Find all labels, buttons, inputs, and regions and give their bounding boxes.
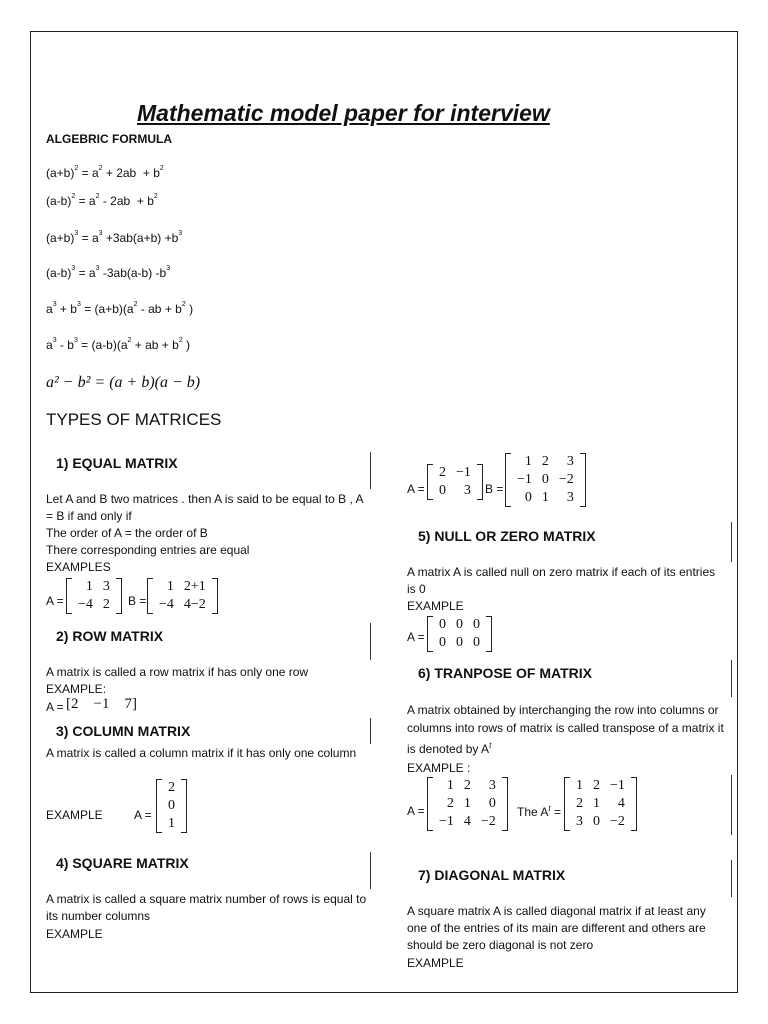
equal-text: Let A and B two matrices . then A is said to be equal to B , A = B if and only if [46, 492, 363, 523]
matrix-cell: 2 [439, 465, 446, 480]
matrix-cell: 1 [524, 454, 532, 469]
matrix-bracket-right [486, 616, 492, 652]
matrix-cell: 0 [488, 796, 496, 811]
page-title: Mathematic model paper for interview [137, 100, 550, 126]
transpose-matrix-t [564, 777, 637, 831]
matrix-cell: 2+1 [183, 579, 206, 594]
null-text: A matrix A is called null on zero matrix if each of its entries is 0 [407, 565, 716, 596]
column-heading: 3) COLUMN MATRIX [56, 723, 191, 739]
divider [731, 775, 732, 835]
matrix-bracket-left [427, 777, 433, 831]
row-matrix: [2 −1 7] [66, 696, 137, 712]
transpose-the-a-label: The $A^t$ = [517, 804, 561, 819]
matrix-cell: 0 [593, 814, 600, 829]
formula-cube-diff: $(a-b)^3 = a^3$ -3ab(a-b) $-b^3$ [46, 265, 171, 280]
matrix-cell: −2 [610, 814, 625, 829]
equal-matrix-a [66, 578, 122, 614]
matrix-cell: 0 [524, 490, 532, 505]
matrix-cell: 0 [456, 617, 463, 632]
null-example: EXAMPLE [407, 599, 464, 613]
matrix-cell: 1 [168, 816, 175, 831]
equal-line1: The order of A = the order of B [46, 526, 208, 540]
equal-a-label: A = [46, 594, 64, 608]
matrix-cell: −1 [439, 814, 454, 829]
formula-cube-sum: $(a+b)^3 = a^3 +3ab(a+b) +b^3$ [46, 230, 183, 245]
matrix-cell: 1 [463, 796, 471, 811]
equal-line2: There corresponding entries are equal [46, 543, 250, 557]
matrix-bracket-right [502, 777, 508, 831]
matrix-cell: 0 [439, 635, 446, 650]
matrix-cell: 3 [576, 814, 583, 829]
row-heading: 2) ROW MATRIX [56, 628, 164, 644]
divider [731, 522, 732, 562]
matrix-cell: −2 [558, 472, 574, 487]
square-example-a-label: A = [407, 482, 425, 496]
column-a-label: A = [134, 808, 152, 822]
matrix-cell: 2 [102, 597, 110, 612]
equal-b-label: B = [128, 594, 147, 608]
matrix-cell: 2 [576, 796, 583, 811]
matrix-cell: 3 [102, 579, 110, 594]
matrix-bracket-right [212, 578, 218, 614]
types-heading: TYPES OF MATRICES [46, 410, 222, 429]
formula-square-sum: $(a+b)^2 = a^2 + 2ab + b^2$ [46, 165, 164, 180]
matrix-cell: 4−2 [183, 597, 206, 612]
null-a-label: A = [407, 630, 425, 644]
matrix-bracket-left [427, 464, 433, 500]
algebra-heading: ALGEBRIC FORMULA [46, 132, 172, 146]
matrix-cell: 0 [473, 617, 480, 632]
matrix-cell: −1 [610, 778, 625, 793]
matrix-cell: 3 [488, 778, 496, 793]
matrix-cell: −2 [480, 814, 496, 829]
divider [370, 852, 371, 889]
formula-square-diff: $(a-b)^2 = a^2 - 2ab + b^2$ [46, 193, 158, 208]
diagonal-text: A square matrix A is called diagonal matrix if at least any one of the entries of its main are different and others are should be zero diagonal is not zero [407, 904, 706, 952]
formula-diff-of-cubes: $a^3 - b^3 = (a-b)(a^2$ + ab + $b^2$ ) [46, 337, 191, 352]
formula-diff-of-squares: a² − b² = (a + b)(a − b) [46, 374, 201, 391]
matrix-cell: 0 [541, 472, 549, 487]
matrix-bracket-right [580, 453, 586, 507]
square-example-matrix-b [505, 453, 586, 507]
equal-matrix-b [147, 578, 218, 614]
matrix-bracket-left [147, 578, 153, 614]
matrix-bracket-right [631, 777, 637, 831]
matrix-bracket-left [427, 616, 433, 652]
divider [370, 718, 371, 744]
matrix-cell: −1 [517, 472, 532, 487]
square-example: EXAMPLE [46, 927, 103, 941]
matrix-bracket-right [116, 578, 122, 614]
row-example: EXAMPLE: [46, 682, 107, 696]
matrix-cell: 0 [168, 798, 175, 813]
square-example-matrix-a [427, 464, 483, 500]
transpose-a-label: A = [407, 804, 425, 818]
transpose-text: A matrix obtained by interchanging the row into columns or columns into rows of matrix is called transpose of a matrix it is denoted by $A^t$ [407, 703, 724, 756]
matrix-cell: 4 [463, 814, 471, 829]
matrix-cell: −1 [456, 465, 471, 480]
matrix-bracket-left [564, 777, 570, 831]
matrix-cell: 2 [463, 778, 471, 793]
row-text: A matrix is called a row matrix if has only one row [46, 665, 309, 679]
row-a-label: A = [46, 700, 64, 714]
diagonal-example: EXAMPLE [407, 956, 464, 970]
matrix-cell: 3 [566, 454, 574, 469]
matrix-cell: 2 [541, 454, 549, 469]
transpose-heading: 6) TRANPOSE OF MATRIX [418, 665, 592, 681]
matrix-cell: 3 [463, 483, 471, 498]
column-example: EXAMPLE [46, 808, 103, 822]
equal-examples: EXAMPLES [46, 560, 111, 574]
divider [731, 860, 732, 897]
transpose-matrix-a [427, 777, 508, 831]
matrix-cell: 0 [439, 483, 446, 498]
matrix-cell: −4 [159, 597, 174, 612]
matrix-cell: 3 [566, 490, 574, 505]
square-heading: 4) SQUARE MATRIX [56, 855, 189, 871]
matrix-cell: 1 [166, 579, 174, 594]
equal-heading: 1) EQUAL MATRIX [56, 455, 178, 471]
formula-sum-of-cubes: $a^3 + b^3 = (a+b)(a^2$ - ab + $b^2$ ) [46, 301, 194, 316]
matrix-cell: 0 [456, 635, 463, 650]
matrix-cell: 2 [168, 780, 175, 795]
divider [370, 623, 371, 660]
matrix-cell: 1 [446, 778, 454, 793]
matrix-bracket-left [505, 453, 511, 507]
matrix-bracket-left [66, 578, 72, 614]
divider [370, 452, 371, 489]
column-matrix [156, 779, 187, 833]
divider [731, 660, 732, 697]
null-heading: 5) NULL OR ZERO MATRIX [418, 528, 596, 544]
matrix-cell: −4 [78, 597, 93, 612]
matrix-cell: 2 [593, 778, 600, 793]
matrix-bracket-right [181, 779, 187, 833]
matrix-cell: 4 [617, 796, 625, 811]
matrix-cell: 0 [473, 635, 480, 650]
column-text: A matrix is called a column matrix if it has only one column [46, 746, 357, 760]
matrix-cell: 1 [541, 490, 549, 505]
null-matrix [427, 616, 492, 652]
matrix-bracket-left [156, 779, 162, 833]
square-example-b-label: B = [485, 482, 504, 496]
matrix-bracket-right [477, 464, 483, 500]
matrix-cell: 1 [85, 579, 93, 594]
square-text: A matrix is called a square matrix number of rows is equal to its number columns [46, 892, 367, 923]
matrix-cell: 0 [439, 617, 446, 632]
matrix-cell: 2 [446, 796, 454, 811]
matrix-cell: 1 [593, 796, 600, 811]
diagonal-heading: 7) DIAGONAL MATRIX [418, 867, 566, 883]
transpose-example: EXAMPLE : [407, 761, 471, 775]
matrix-cell: 1 [576, 778, 583, 793]
